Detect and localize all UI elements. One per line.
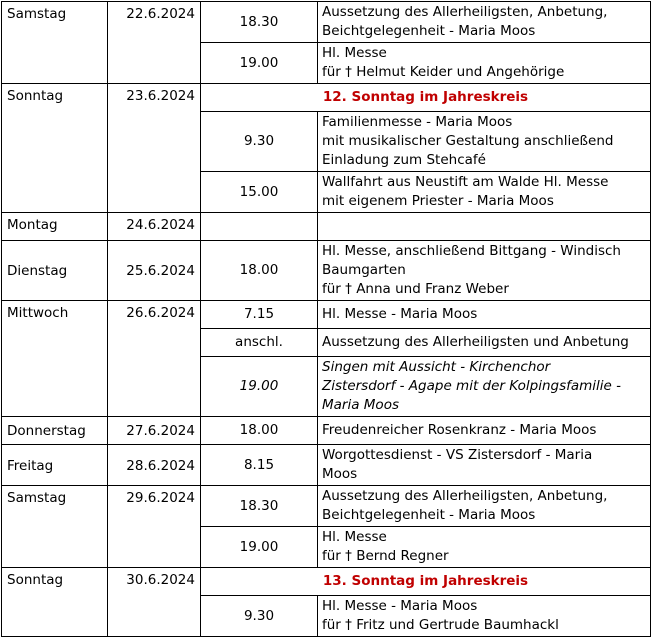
description-cell [318,596,651,637]
time-cell: 18.30 [201,2,318,43]
description-cell [318,241,651,301]
description-line: mit eigenem Priester - Maria Moos [322,193,554,209]
description-cell [318,417,651,445]
day-cell: Sonntag [2,84,108,213]
time-cell: 19.00 [201,43,318,84]
description-cell [318,112,651,172]
table-row [2,445,651,486]
description-line: Moos [322,466,358,482]
description-line: für † Bernd Regner [322,548,449,564]
day-cell: Mittwoch [2,301,108,417]
description-cell [318,213,651,241]
schedule-table [1,1,651,637]
time-cell: 15.00 [201,172,318,213]
description-line: Aussetzung des Allerheiligsten, Anbetung, [322,4,608,20]
table-row [2,213,651,241]
description-line: mit musikalischer Gestaltung anschließend [322,133,614,149]
description-cell [318,329,651,357]
description-line: Aussetzung des Allerheiligsten und Anbetung [322,334,629,350]
description-line: für † Anna und Franz Weber [322,281,509,297]
description-line: Wallfahrt aus Neustift am Walde Hl. Messe [322,174,609,190]
description-line: Beichtgelegenheit - Maria Moos [322,507,536,523]
time-cell [201,213,318,241]
date-cell: 22.6.2024 [108,2,201,84]
description-line: Freudenreicher Rosenkranz - Maria Moos [322,422,597,438]
table-row [2,301,651,329]
table-row [2,241,651,301]
description-line: Worgottesdienst - VS Zistersdorf - Maria [322,447,593,463]
table-row [2,2,651,43]
description-line: Hl. Messe [322,529,387,545]
time-cell: 19.00 [201,527,318,568]
day-cell: Freitag [2,445,108,486]
description-cell [318,43,651,84]
description-line: Zistersdorf - Agape mit der Kolpingsfamilie - [322,378,622,394]
time-cell: 8.15 [201,445,318,486]
day-cell: Dienstag [2,241,108,301]
table-row [2,84,651,112]
day-cell: Samstag [2,486,108,568]
feast-title: 13. Sonntag im Jahreskreis [201,568,651,596]
description-line: Singen mit Aussicht - Kirchenchor [322,359,551,375]
description-line: Hl. Messe - Maria Moos [322,598,478,614]
description-cell [318,357,651,417]
description-line: Familienmesse - Maria Moos [322,114,513,130]
day-cell: Montag [2,213,108,241]
time-cell: 18.30 [201,486,318,527]
description-line: Aussetzung des Allerheiligsten, Anbetung, [322,488,608,504]
table-row [2,417,651,445]
time-cell: 7.15 [201,301,318,329]
date-cell: 23.6.2024 [108,84,201,213]
time-cell: 19.00 [201,357,318,417]
date-cell: 28.6.2024 [108,445,201,486]
description-line: Hl. Messe [322,45,387,61]
description-line: Hl. Messe - Maria Moos [322,306,478,322]
description-cell [318,2,651,43]
table-row [2,568,651,596]
description-line: Hl. Messe, anschließend Bittgang - Windisch [322,243,621,259]
date-cell: 30.6.2024 [108,568,201,637]
time-cell: 18.00 [201,417,318,445]
description-line: Maria Moos [322,397,399,413]
day-cell: Samstag [2,2,108,84]
description-cell [318,486,651,527]
time-cell: 18.00 [201,241,318,301]
description-line: für † Fritz und Gertrude Baumhackl [322,617,559,633]
time-cell: 9.30 [201,112,318,172]
description-line: Einladung zum Stehcafé [322,152,486,168]
date-cell: 26.6.2024 [108,301,201,417]
description-line: für † Helmut Keider und Angehörige [322,64,565,80]
date-cell: 27.6.2024 [108,417,201,445]
day-cell: Donnerstag [2,417,108,445]
description-cell [318,527,651,568]
table-row [2,486,651,527]
time-cell: 9.30 [201,596,318,637]
date-cell: 29.6.2024 [108,486,201,568]
date-cell: 24.6.2024 [108,213,201,241]
date-cell: 25.6.2024 [108,241,201,301]
day-cell: Sonntag [2,568,108,637]
description-cell [318,301,651,329]
feast-title: 12. Sonntag im Jahreskreis [201,84,651,112]
description-line: Beichtgelegenheit - Maria Moos [322,23,536,39]
description-cell [318,445,651,486]
description-line: Baumgarten [322,262,406,278]
time-cell: anschl. [201,329,318,357]
description-cell [318,172,651,213]
